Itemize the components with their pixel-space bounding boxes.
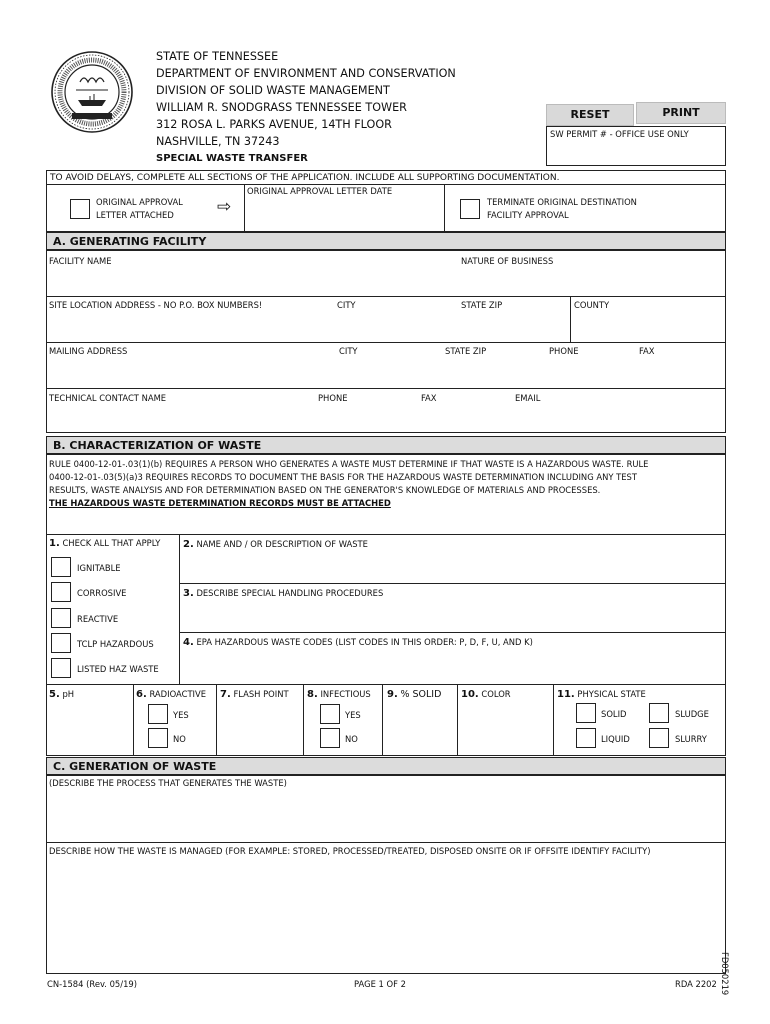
managed-field[interactable]: [48, 858, 724, 972]
county-field[interactable]: [572, 312, 724, 340]
terminate-approval-checkbox[interactable]: [460, 199, 480, 219]
section-c-header: [46, 757, 726, 775]
site-address-field[interactable]: [48, 312, 568, 340]
q6-label: RADIOACTIVE: [149, 689, 207, 699]
form-title: SPECIAL WASTE TRANSFER: [156, 153, 308, 164]
tech-phone-label: PHONE: [318, 393, 348, 403]
facility-name-field[interactable]: [48, 268, 456, 294]
q5-number: 5.: [49, 689, 60, 700]
reactive-label: REACTIVE: [77, 614, 119, 624]
solid-checkbox[interactable]: [576, 703, 596, 723]
q1-number: 1.: [49, 538, 60, 549]
epa-codes-field[interactable]: [181, 650, 724, 682]
approval-date-label: ORIGINAL APPROVAL LETTER DATE: [247, 186, 393, 196]
q4-label: EPA HAZARDOUS WASTE CODES (LIST CODES IN THIS ORDER: P, D, F, U, AND K): [196, 637, 533, 647]
sludge-checkbox[interactable]: [649, 703, 669, 723]
site-address-label: SITE LOCATION ADDRESS - NO P.O. BOX NUMBERS!: [49, 300, 263, 310]
mailing-fax-label: FAX: [639, 346, 655, 356]
mailing-state-zip-label: STATE ZIP: [445, 346, 487, 356]
tech-fax-label: FAX: [421, 393, 437, 403]
mailing-city-label: CITY: [339, 346, 358, 356]
handling-procedures-field[interactable]: [181, 601, 724, 630]
section-b-title: B. CHARACTERIZATION OF WASTE: [53, 439, 262, 452]
mailing-phone-label: PHONE: [549, 346, 579, 356]
terminate-label-1: TERMINATE ORIGINAL DESTINATION: [487, 197, 637, 207]
rule-text-1: RULE 0400-12-01-.03(1)(b) REQUIRES A PERSON WHO GENERATES A WASTE MUST DETERMINE IF THAT WASTE IS A HAZARDOUS WASTE. RULE: [49, 459, 649, 469]
approval-attached-label-1: ORIGINAL APPROVAL: [96, 197, 183, 207]
radioactive-yes-label: YES: [173, 710, 189, 720]
q7-label: FLASH POINT: [233, 689, 289, 699]
q6-number: 6.: [136, 689, 147, 700]
permit-label: SW PERMIT # - OFFICE USE ONLY: [550, 129, 689, 139]
side-form-code: FD050219: [720, 952, 730, 996]
section-c-title: C. GENERATION OF WASTE: [53, 760, 217, 773]
radioactive-no-checkbox[interactable]: [148, 728, 168, 748]
q1-label: CHECK ALL THAT APPLY: [62, 538, 161, 548]
header-line-city: NASHVILLE, TN 37243: [156, 135, 280, 148]
q2-label: NAME AND / OR DESCRIPTION OF WASTE: [196, 539, 368, 549]
section-a-title: A. GENERATING FACILITY: [53, 235, 207, 248]
slurry-label: SLURRY: [675, 734, 707, 744]
q7-number: 7.: [220, 689, 231, 700]
q9-number: 9.: [387, 689, 398, 700]
section-a-header: [46, 232, 726, 250]
tech-email-label: EMAIL: [515, 393, 541, 403]
terminate-label-2: FACILITY APPROVAL: [487, 210, 569, 220]
notice-banner: [46, 170, 726, 185]
county-label: COUNTY: [574, 300, 610, 310]
state-seal: [50, 50, 134, 134]
form-number: CN-1584 (Rev. 05/19): [47, 979, 138, 989]
reset-button[interactable]: RESET: [546, 104, 634, 126]
q2-number: 2.: [183, 539, 194, 550]
infectious-no-checkbox[interactable]: [320, 728, 340, 748]
q8-label: INFECTIOUS: [320, 689, 371, 699]
approval-attached-label-2: LETTER ATTACHED: [96, 210, 174, 220]
q3-number: 3.: [183, 588, 194, 599]
site-state-zip-label: STATE ZIP: [461, 300, 503, 310]
print-button[interactable]: PRINT: [636, 102, 726, 124]
listed-haz-waste-label: LISTED HAZ WASTE: [77, 664, 159, 674]
tclp-hazardous-label: TCLP HAZARDOUS: [77, 639, 154, 649]
ph-field[interactable]: [48, 702, 131, 754]
rule-text-3: RESULTS, WASTE ANALYSIS AND FOR DETERMINATION BASED ON THE GENERATOR'S KNOWLEDGE OF MATERIALS AND PROCESSES.: [49, 485, 601, 495]
process-field[interactable]: [48, 790, 724, 840]
percent-solid-field[interactable]: [384, 704, 455, 754]
q5-label: pH: [62, 689, 75, 699]
process-label: (DESCRIBE THE PROCESS THAT GENERATES THE WASTE): [49, 778, 287, 788]
corrosive-label: CORROSIVE: [77, 588, 127, 598]
tech-contact-field[interactable]: [48, 405, 724, 431]
slurry-checkbox[interactable]: [649, 728, 669, 748]
tech-contact-label: TECHNICAL CONTACT NAME: [49, 393, 167, 403]
listed-haz-waste-checkbox[interactable]: [51, 658, 71, 678]
infectious-no-label: NO: [345, 734, 358, 744]
infectious-yes-label: YES: [345, 710, 361, 720]
corrosive-checkbox[interactable]: [51, 582, 71, 602]
liquid-label: LIQUID: [601, 734, 630, 744]
flash-point-field[interactable]: [218, 702, 301, 754]
ignitable-label: IGNITABLE: [77, 563, 121, 573]
infectious-yes-checkbox[interactable]: [320, 704, 340, 724]
header-line-state: STATE OF TENNESSEE: [156, 50, 279, 63]
section-b-header: [46, 436, 726, 454]
color-field[interactable]: [459, 702, 551, 754]
header-line-street: 312 ROSA L. PARKS AVENUE, 14TH FLOOR: [156, 118, 392, 131]
q3-label: DESCRIBE SPECIAL HANDLING PROCEDURES: [196, 588, 384, 598]
radioactive-yes-checkbox[interactable]: [148, 704, 168, 724]
reactive-checkbox[interactable]: [51, 608, 71, 628]
q10-label: COLOR: [481, 689, 511, 699]
facility-name-label: FACILITY NAME: [49, 256, 112, 266]
rda-number: RDA 2202: [675, 979, 717, 989]
managed-label: DESCRIBE HOW THE WASTE IS MANAGED (FOR EXAMPLE: STORED, PROCESSED/TREATED, DISPOSED ONSITE OR IF OFFSITE IDENTIFY FACILITY): [49, 846, 651, 856]
site-city-label: CITY: [337, 300, 356, 310]
nature-of-business-field[interactable]: [460, 268, 724, 294]
rule-text-2: 0400-12-01-.03(5)(a)3 REQUIRES RECORDS TO DOCUMENT THE BASIS FOR THE HAZARDOUS WASTE DETERMINATION INCLUDING ANY TEST: [49, 472, 637, 482]
radioactive-no-label: NO: [173, 734, 186, 744]
header-line-building: WILLIAM R. SNODGRASS TENNESSEE TOWER: [156, 101, 407, 114]
permit-box[interactable]: [546, 126, 726, 166]
ignitable-checkbox[interactable]: [51, 557, 71, 577]
q8-number: 8.: [307, 689, 318, 700]
nature-of-business-label: NATURE OF BUSINESS: [461, 256, 554, 266]
q11-label: PHYSICAL STATE: [577, 689, 646, 699]
waste-description-field[interactable]: [181, 552, 724, 581]
sludge-label: SLUDGE: [675, 709, 709, 719]
solid-label: SOLID: [601, 709, 627, 719]
header-line-department: DEPARTMENT OF ENVIRONMENT AND CONSERVATION: [156, 67, 456, 80]
approval-attached-checkbox[interactable]: [70, 199, 90, 219]
q10-number: 10.: [461, 689, 479, 700]
q9-label: % SOLID: [400, 689, 442, 700]
rule-text-attached: THE HAZARDOUS WASTE DETERMINATION RECORDS MUST BE ATTACHED: [49, 498, 391, 508]
arrow-right-icon: ⇨: [217, 197, 232, 217]
q4-number: 4.: [183, 637, 194, 648]
approval-date-field[interactable]: [246, 198, 442, 230]
header-line-division: DIVISION OF SOLID WASTE MANAGEMENT: [156, 84, 390, 97]
tclp-hazardous-checkbox[interactable]: [51, 633, 71, 653]
page-number: PAGE 1 OF 2: [354, 979, 406, 989]
mailing-address-field[interactable]: [48, 358, 724, 386]
notice-text: TO AVOID DELAYS, COMPLETE ALL SECTIONS OF THE APPLICATION. INCLUDE ALL SUPPORTING DOCUMENTATION.: [50, 173, 560, 183]
mailing-address-label: MAILING ADDRESS: [49, 346, 128, 356]
liquid-checkbox[interactable]: [576, 728, 596, 748]
q11-number: 11.: [557, 689, 575, 700]
